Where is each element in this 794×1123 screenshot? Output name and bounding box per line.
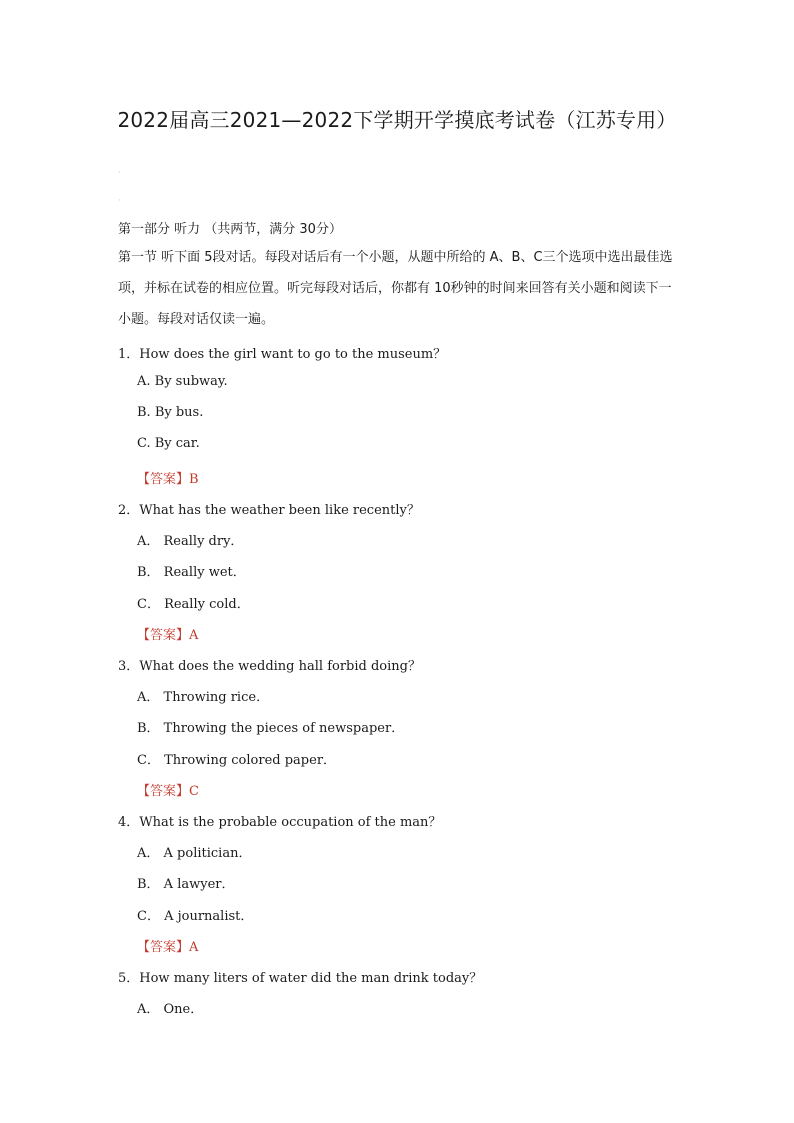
question-4-answer (137, 936, 198, 955)
question-4-option-c: C． A journalist． (137, 909, 254, 924)
question-4-stem: 4．What is the probable occupation of the man？ (118, 815, 442, 830)
answer-label: 【答案】 (137, 472, 190, 487)
question-1-option-c: C. By car. (137, 436, 200, 451)
question-3-stem: 3．What does the wedding hall forbid doing？ (118, 659, 421, 674)
answer-value: C (189, 784, 199, 799)
question-3-answer (137, 780, 199, 799)
part-heading: 第一部分 听力 （共两节，满分 30分） (118, 222, 342, 237)
answer-label: 【答案】 (137, 940, 190, 955)
question-3-option-b: B． Throwing the pieces of newspaper． (137, 721, 405, 736)
question-3-option-c: C． Throwing colored paper． (137, 753, 337, 768)
question-2-option-a: A． Really dry． (137, 534, 244, 549)
question-2-option-b: B． Really wet． (137, 565, 246, 580)
answer-value: A (189, 940, 199, 955)
section-intro: 第一节 听下面 5段对话。每段对话后有一个小题，从题中所给的 A、B、C三个选项中选出最佳选项，并标在试卷的相应位置。听完每段对话后，你都有 10秒钟的时间来回答有关小题和阅读下一小题。每段对话仅读一遍。 (118, 250, 673, 327)
answer-label: 【答案】 (137, 784, 190, 799)
question-2-answer (137, 624, 198, 643)
question-3-option-a: A． Throwing rice． (137, 690, 270, 705)
document-title: 2022届高三2021—2022下学期开学摸底考试卷（江苏专用） (117, 108, 677, 132)
question-1-option-a: A. By subway. (137, 374, 228, 389)
answer-value: A (189, 628, 199, 643)
question-4-option-a: A． A politician． (137, 846, 252, 861)
question-1-option-b: B. By bus. (137, 405, 204, 420)
question-2-option-c: C． Really cold． (137, 597, 250, 612)
answer-label: 【答案】 (137, 628, 190, 643)
paragraph-mark: · (118, 168, 121, 177)
question-5-option-a: A． One． (137, 1002, 204, 1017)
question-4-option-b: B． A lawyer． (137, 877, 235, 892)
paragraph-mark: · (118, 196, 121, 205)
answer-value: B (189, 472, 199, 487)
question-1-stem: 1．How does the girl want to go to the museum？ (118, 347, 447, 362)
question-2-stem: 2．What has the weather been like recently？ (118, 503, 420, 518)
question-5-stem: 5．How many liters of water did the man drink today？ (118, 971, 483, 986)
question-1-answer (137, 468, 199, 487)
